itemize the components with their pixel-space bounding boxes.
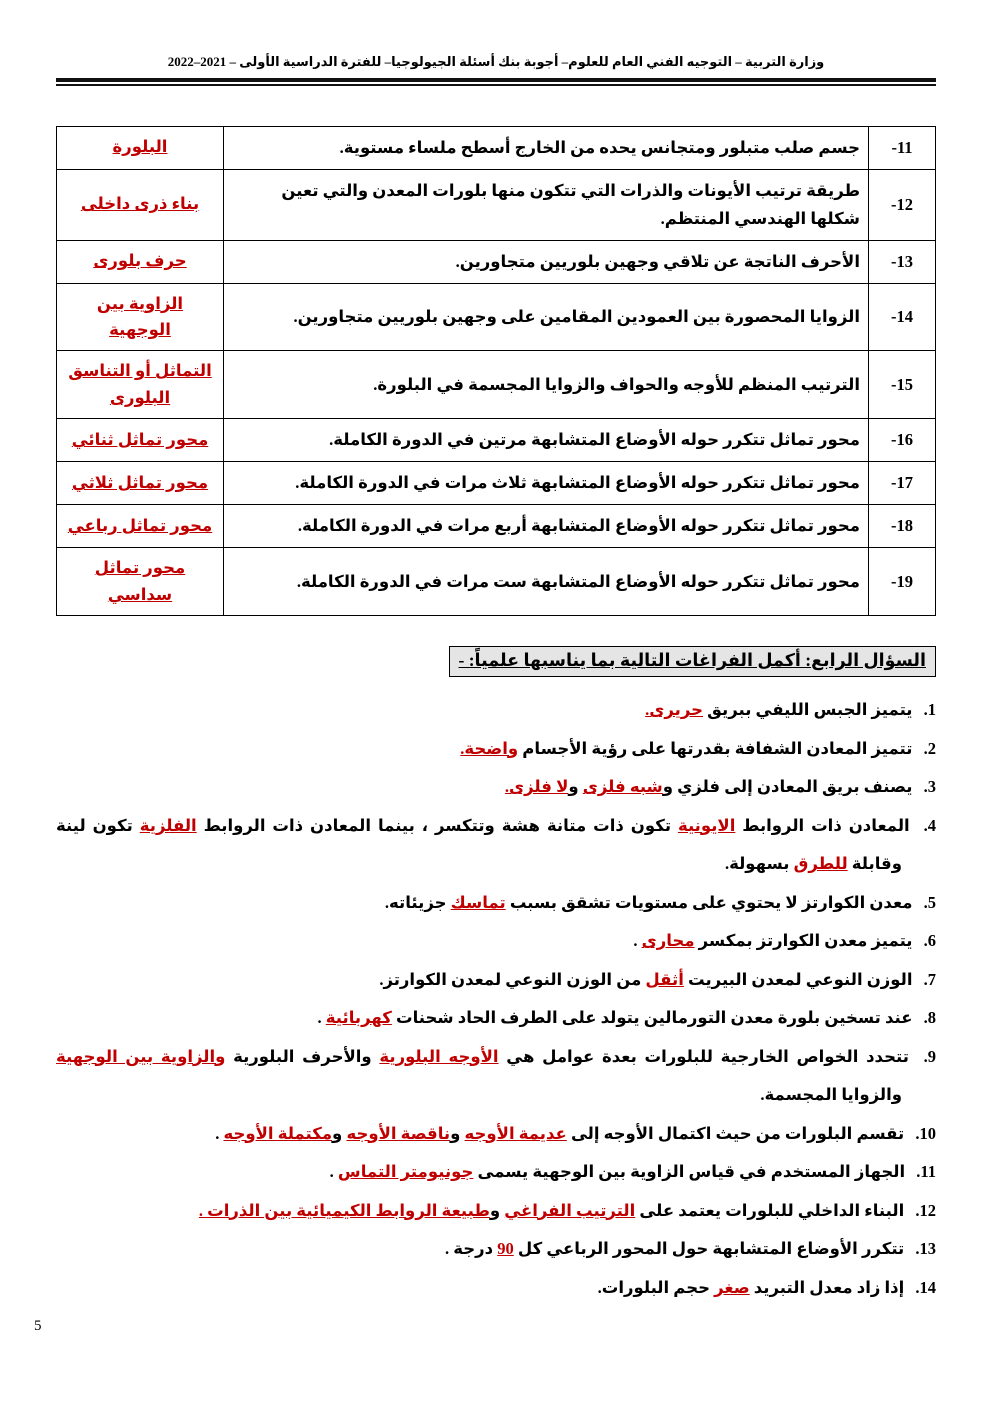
answer-term: محور تماثل ثنائي	[71, 430, 209, 450]
answer-text: الايونية	[677, 815, 736, 835]
row-number: -13	[869, 240, 936, 283]
item-number: 11.	[912, 1162, 936, 1182]
answer-term-cell	[57, 419, 224, 462]
statement-text: يتميز معدن الكوارتز بمكسر	[694, 931, 913, 951]
answer-text: الأوجه البلورية	[379, 1046, 499, 1066]
statement-text: و	[450, 1123, 465, 1143]
statement-text: جزيئاته.	[384, 892, 451, 912]
answer-term: محور تماثل رباعي	[67, 516, 213, 536]
fill-blank-item	[56, 768, 936, 807]
statement-text: الوزن النوعي لمعدن البيريت	[683, 969, 913, 989]
header-rule-thin	[56, 84, 936, 86]
answer-text: تماسك	[450, 892, 506, 912]
answer-text: الترتيب الفراغي	[504, 1200, 636, 1220]
item-number: 9.	[915, 1046, 936, 1066]
statement-text: المعادن ذات الروابط	[735, 815, 910, 835]
header-rule-thick	[56, 78, 936, 82]
item-number: 13.	[911, 1239, 936, 1259]
answer-term-cell	[57, 126, 224, 169]
answer-term: محور تماثل ثلاثي	[71, 473, 209, 493]
answer-term-cell	[57, 240, 224, 283]
fill-blank-item	[56, 1269, 936, 1308]
fill-blank-item	[56, 1230, 936, 1269]
definition-row	[57, 126, 936, 169]
row-number: -16	[869, 419, 936, 462]
statement-text: .	[317, 1008, 326, 1028]
item-number: 10.	[911, 1123, 936, 1143]
statement-text: .	[329, 1162, 338, 1182]
statement-text: و	[568, 777, 583, 797]
statement-text: والأحرف البلورية	[225, 1046, 380, 1066]
definition-text: الزوايا المحصورة بين العمودين المقامين على وجهين بلوريين متجاورين.	[224, 283, 869, 351]
statement-text: بسهولة.	[724, 854, 794, 874]
fill-blank-item	[56, 922, 936, 961]
answer-text: شبه فلزى	[582, 777, 663, 797]
statement-text: تكون ذات متانة هشة وتتكسر ، بينما المعادن ذات الروابط	[196, 815, 678, 835]
answer-text: صغر	[714, 1277, 750, 1297]
statement-text: تتحدد الخواص الخارجية للبلورات بعدة عوامل هي	[498, 1046, 909, 1066]
fill-blank-item	[56, 999, 936, 1038]
item-number: 6.	[919, 931, 936, 951]
definitions-table	[56, 126, 936, 617]
statement-text: إذا زاد معدل التبريد	[749, 1277, 905, 1297]
answer-text: للطرق	[793, 854, 848, 874]
definition-text: جسم صلب متبلور ومتجانس يحده من الخارج أسطح ملساء مستوية.	[224, 126, 869, 169]
statement-text: عند تسخين بلورة معدن التورمالين يتولد على الطرف الحاد شحنات	[391, 1008, 913, 1028]
definition-text: محور تماثل تتكرر حوله الأوضاع المتشابهة ست مرات في الدورة الكاملة.	[224, 548, 869, 616]
answer-text: مكتملة الأوجه	[223, 1123, 333, 1143]
item-number: 2.	[919, 738, 936, 758]
row-number: -14	[869, 283, 936, 351]
answer-text: كهربائية	[325, 1008, 392, 1028]
fill-blank-item	[56, 1038, 936, 1115]
statement-text: حجم البلورات.	[597, 1277, 715, 1297]
answer-text: جونيومتر التماس	[337, 1162, 474, 1182]
answer-term-cell	[57, 462, 224, 505]
item-number: 4.	[916, 815, 936, 835]
answer-term: البلورة	[112, 137, 168, 157]
answer-text: طبيعة الروابط الكيميائية بين الذرات .	[198, 1200, 490, 1220]
answer-text: ناقصة الأوجه	[346, 1123, 451, 1143]
answer-term-cell	[57, 505, 224, 548]
statement-text: يصنف بريق المعادن إلى فلزي و	[662, 777, 913, 797]
answer-text: 90	[497, 1239, 514, 1259]
item-number: 7.	[919, 969, 936, 989]
definition-text: طريقة ترتيب الأيونات والذرات التي تتكون منها بلورات المعدن والتي تعين شكلها الهندسي المنتظم.	[224, 169, 869, 240]
definition-text: محور تماثل تتكرر حوله الأوضاع المتشابهة أربع مرات في الدورة الكاملة.	[224, 505, 869, 548]
statement-text: تقسم البلورات من حيث اكتمال الأوجه إلى	[566, 1123, 905, 1143]
item-number: 3.	[919, 777, 936, 797]
fill-blanks-list	[56, 691, 936, 1307]
row-number: -11	[869, 126, 936, 169]
definition-row	[57, 283, 936, 351]
statement-text: البناء الداخلي للبلورات يعتمد على	[635, 1200, 905, 1220]
statement-text: تكون لينة وقابلة	[56, 815, 902, 874]
statement-text: يتميز الجبس الليفي ببريق	[703, 700, 913, 720]
fill-blank-item	[56, 961, 936, 1000]
definition-row	[57, 351, 936, 419]
section-heading: السؤال الرابع: أكمل الفراغات التالية بما يناسبها علمياً: -	[449, 646, 936, 677]
statement-text: .	[215, 1123, 224, 1143]
answer-term-cell	[57, 169, 224, 240]
statement-text: الجهاز المستخدم في قياس الزاوية بين الوجهية يسمى	[473, 1162, 906, 1182]
definition-text: محور تماثل تتكرر حوله الأوضاع المتشابهة ثلاث مرات في الدورة الكاملة.	[224, 462, 869, 505]
definition-row	[57, 505, 936, 548]
fill-blank-item	[56, 1115, 936, 1154]
item-number: 14.	[911, 1277, 936, 1297]
answer-term: الزاوية بين الوجهية	[96, 293, 184, 340]
fill-blank-item	[56, 691, 936, 730]
row-number: -17	[869, 462, 936, 505]
statement-text: والزوايا المجسمة.	[760, 1085, 902, 1105]
definition-text: الترتيب المنظم للأوجه والحواف والزوايا المجسمة في البلورة.	[224, 351, 869, 419]
page-number: 5	[34, 1318, 42, 1334]
answer-term: محور تماثل سداسي	[94, 558, 186, 604]
statement-text: تتميز المعادن الشفافة بقدرتها على رؤية الأجسام	[518, 738, 913, 758]
answer-text: والزاوية بين الوجهية	[56, 1046, 226, 1066]
fill-blank-item	[56, 1153, 936, 1192]
answer-text: عديمة الأوجه	[464, 1123, 567, 1143]
fill-blank-item	[56, 730, 936, 769]
answer-text: لا فلزى.	[504, 777, 569, 797]
item-number: 5.	[919, 892, 936, 912]
statement-text: درجة .	[445, 1239, 498, 1259]
definition-row	[57, 462, 936, 505]
answer-text: الفلزية	[139, 815, 197, 835]
row-number: -19	[869, 548, 936, 616]
answer-term: حرف بلورى	[93, 251, 187, 271]
answer-text: حريرى.	[645, 700, 704, 720]
statement-text: و	[489, 1200, 505, 1220]
fill-blank-item	[56, 1192, 936, 1231]
definition-row	[57, 240, 936, 283]
item-number: 1.	[919, 700, 936, 720]
row-number: -15	[869, 351, 936, 419]
item-number: 12.	[911, 1200, 936, 1220]
answer-text: واضحة.	[460, 738, 519, 758]
answer-term-cell	[57, 283, 224, 351]
definition-text: الأحرف الناتجة عن تلاقي وجهين بلوريين متجاورين.	[224, 240, 869, 283]
answer-text: أثقل	[645, 969, 684, 989]
definition-text: محور تماثل تتكرر حوله الأوضاع المتشابهة مرتين في الدورة الكاملة.	[224, 419, 869, 462]
answer-term-cell	[57, 548, 224, 616]
section-heading-row	[56, 646, 936, 677]
row-number: -18	[869, 505, 936, 548]
fill-blank-item	[56, 884, 936, 923]
row-number: -12	[869, 169, 936, 240]
item-number: 8.	[919, 1008, 936, 1028]
definition-row	[57, 169, 936, 240]
statement-text: و	[332, 1123, 347, 1143]
statement-text: .	[633, 931, 642, 951]
statement-text: من الوزن النوعي لمعدن الكوارتز.	[379, 969, 646, 989]
answer-term: التماثل أو التناسق البلورى	[68, 361, 212, 407]
answer-term-cell	[57, 351, 224, 419]
document-header: وزارة التربية – التوجيه الفني العام للعلوم– أجوبة بنك أسئلة الجيولوجيا– للفترة الدراسية الأولى – 2021–2022	[167, 54, 825, 69]
answer-text: محارى	[641, 931, 695, 951]
statement-text: تتكرر الأوضاع المتشابهة حول المحور الرباعي كل	[513, 1239, 905, 1259]
definition-row	[57, 419, 936, 462]
definition-row	[57, 548, 936, 616]
fill-blank-item	[56, 807, 936, 884]
answer-term: بناء ذرى داخلى	[80, 194, 200, 214]
statement-text: معدن الكوارتز لا يحتوي على مستويات تشقق بسبب	[505, 892, 913, 912]
